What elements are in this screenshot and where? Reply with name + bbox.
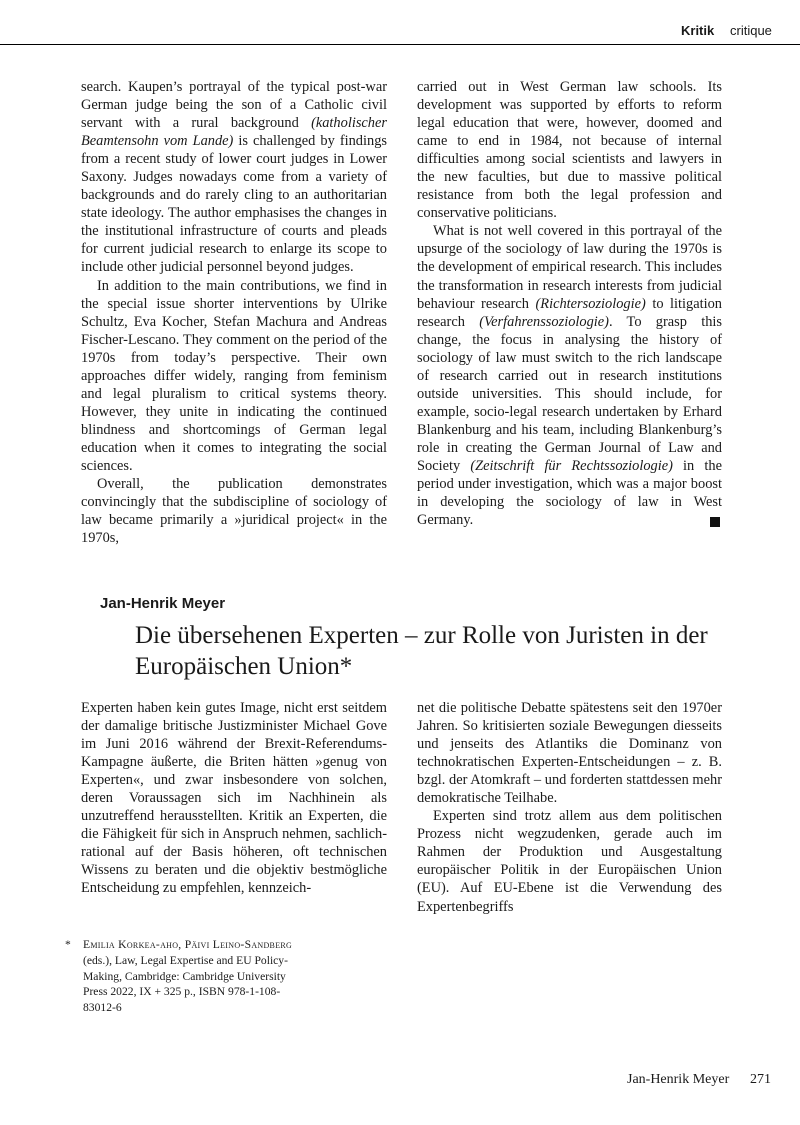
paragraph: carried out in West German law schools. Its development was supported by efforts to reform legal education that were, however, doomed and came to end in 1984, not because of internal difficulties among social scientists and lawyers in the new faculties, but due to massive political resistance from both the legal profession and conservative politicians.	[417, 79, 722, 222]
paragraph: In addition to the main contributions, we find in the special issue shorter interventions by Ulrike Schultz, Eva Kocher, Stefan Machura and Andreas Fischer-Lescano. They comment on the period of the 1970s from today’s perspective. Their own approaches differ widely, ranging from feminism and legal pluralism to critical systems theory. However, they unite in indicating the continued blindness and shortcomings of German legal education when it comes to integrating the social sciences.	[81, 277, 387, 474]
section-label: Kritik	[681, 23, 715, 38]
review-author: Jan-Henrik Meyer	[100, 595, 226, 612]
paragraph: Experten sind trotz allem aus dem politischen Prozess nicht wegzudenken, gerade auch im Rahmen der Produktion und Ausgestaltung europäischer Politik in der Europäischen Union (EU). Auf EU-Ebene ist die Verwendung des Expertenbegriffs	[417, 808, 722, 915]
end-of-article-mark	[710, 517, 720, 527]
german-term: (katholischer Beamtensohn vom Lande)	[81, 115, 387, 150]
review-title: Die übersehenen Experten – zur Rolle von Juristen in der Europäischen Union*	[135, 622, 708, 680]
footnote-authors: Emilia Korkea-aho, Päivi Leino-Sandberg	[83, 938, 293, 951]
footnote	[65, 937, 295, 1016]
header-rule	[0, 44, 800, 45]
german-term: (Zeitschrift für Rechtssoziologie)	[470, 457, 673, 474]
review1-left-column	[81, 78, 387, 547]
paragraph: net die politische Debatte spätestens seit den 1970er Jahren. So kritisierten soziale Bewegungen diesseits und jenseits des Atlantiks die Dominanz von technokratischen Experten-Entscheidungen – z. B. bzgl. der Atomkraft – und forderten stattdessen mehr demokratische Teilhabe.	[417, 700, 722, 807]
paragraph: Overall, the publication demonstrates convincingly that the subdiscipline of sociology of law became primarily a »juridical project« in the 1970s,	[81, 476, 387, 547]
review1-right-column	[417, 78, 722, 529]
paragraph: search. Kaupen’s portrayal of the typical post-war German judge being the son of a Catholic civil servant with a rural background (katholischer Beamtensohn vom Lande) is challenged by findings from a recent study of lower court judges in Lower Saxony. Judges nowadays come from a variety of backgrounds and do rarely cling to an authoritarian state ideology. The author emphasises the changes in the institutional infrastructure of courts and pleads for current judicial research to enlarge its scope to include other judicial personnel beyond judges.	[81, 79, 387, 276]
paragraph: What is not well covered in this portrayal of the upsurge of the sociology of law during the 1970s is the development of empirical research. This includes the transformation in research interests from judicial behaviour research (Richtersoziologie) to litigation research (Verfahrenssoziologie). To grasp this change, the focus in analysing the history of sociology of law must switch to the rich landscape of research carried out in research institutions outside universities. This should include, for example, socio-legal research undertaken by Erhard Blankenburg and his team, including Blankenburg’s role in creating the German Journal of Law and Society (Zeitschrift für Rechtssoziologie) in the period under investigation, which was a major boost in developing the sociology of law in West Germany.	[417, 223, 722, 529]
footer-author: Jan-Henrik Meyer	[627, 1072, 730, 1087]
german-term: (Verfahrenssoziologie)	[479, 313, 609, 330]
section-label-alt: critique	[730, 23, 772, 38]
review2-right-column	[417, 699, 722, 916]
german-term: (Richtersoziologie)	[535, 295, 646, 312]
footnote-citation: (eds.), Law, Legal Expertise and EU Policy-Making, Cambridge: Cambridge University Press 2022, IX + 325 p., ISBN 978-1-108-83012-6	[83, 953, 288, 1015]
footnote-mark: *	[65, 938, 71, 951]
paragraph: Experten haben kein gutes Image, nicht erst seitdem der damalige britische Justizminister Michael Gove im Juni 2016 während der Brexit-Referendums-Kampagne äußerte, die Briten hätten »genug von Experten«, und zwar insbesondere von solchen, deren Voraussagen sich im Nachhinein als unzutreffend herausstellten. Kritik an Experten, die die Fähigkeit für sich in Anspruch nehmen, sachlich-rational auf der Basis höheren, oft technischen Wissens zu beraten und die objektiv bestmögliche Entscheidung zu empfehlen, kennzeich-	[81, 700, 387, 897]
page-number: 271	[750, 1072, 771, 1087]
footnote-body	[83, 937, 295, 1016]
review2-left-column	[81, 699, 387, 898]
running-header	[0, 22, 800, 44]
